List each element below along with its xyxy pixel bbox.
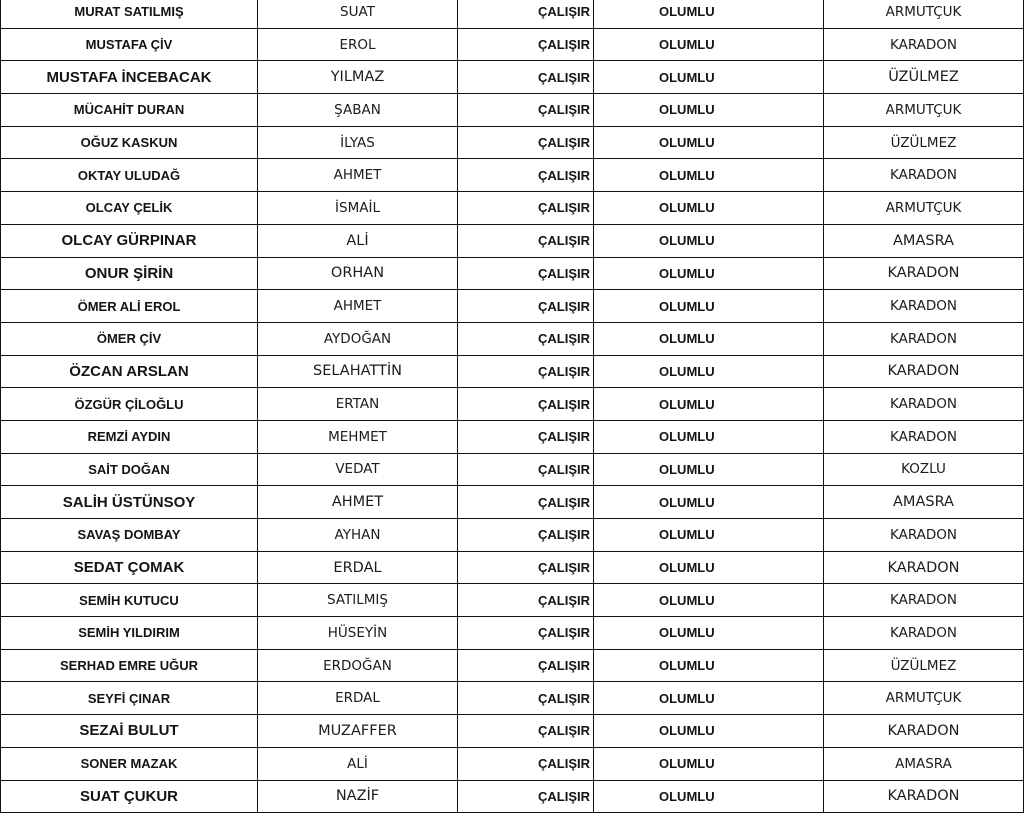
father-name-cell: AHMET — [258, 486, 458, 519]
status-cell: ÇALIŞIR — [458, 388, 594, 421]
result-cell: OLUMLU — [594, 388, 824, 421]
status-cell: ÇALIŞIR — [458, 0, 594, 28]
result-cell: OLUMLU — [594, 0, 824, 28]
father-name-cell: SATILMIŞ — [258, 584, 458, 617]
table-row — [1, 486, 1024, 519]
location-cell: KARADON — [824, 28, 1024, 61]
father-name-cell: SUAT — [258, 0, 458, 28]
table-row — [1, 649, 1024, 682]
father-name-cell: AHMET — [258, 290, 458, 323]
table-row — [1, 192, 1024, 225]
father-name-cell: İSMAİL — [258, 192, 458, 225]
location-cell: ARMUTÇUK — [824, 192, 1024, 225]
result-cell: OLUMLU — [594, 28, 824, 61]
father-name-cell: MUZAFFER — [258, 715, 458, 748]
location-cell: KARADON — [824, 257, 1024, 290]
name-cell: MURAT SATILMIŞ — [1, 0, 258, 28]
status-cell: ÇALIŞIR — [458, 584, 594, 617]
table-body — [1, 0, 1024, 813]
result-cell: OLUMLU — [594, 61, 824, 94]
table-row — [1, 126, 1024, 159]
name-cell: OĞUZ KASKUN — [1, 126, 258, 159]
location-cell: ARMUTÇUK — [824, 0, 1024, 28]
table-row — [1, 322, 1024, 355]
location-cell: KARADON — [824, 780, 1024, 813]
result-cell: OLUMLU — [594, 551, 824, 584]
result-cell: OLUMLU — [594, 682, 824, 715]
status-cell: ÇALIŞIR — [458, 453, 594, 486]
result-cell: OLUMLU — [594, 715, 824, 748]
result-cell: OLUMLU — [594, 617, 824, 650]
result-cell: OLUMLU — [594, 486, 824, 519]
name-cell: ÖMER ÇİV — [1, 322, 258, 355]
location-cell: KARADON — [824, 159, 1024, 192]
result-cell: OLUMLU — [594, 747, 824, 780]
status-cell: ÇALIŞIR — [458, 94, 594, 127]
result-cell: OLUMLU — [594, 290, 824, 323]
name-cell: SEDAT ÇOMAK — [1, 551, 258, 584]
status-cell: ÇALIŞIR — [458, 519, 594, 552]
father-name-cell: ORHAN — [258, 257, 458, 290]
table-row — [1, 715, 1024, 748]
table-row — [1, 420, 1024, 453]
father-name-cell: ERTAN — [258, 388, 458, 421]
status-cell: ÇALIŞIR — [458, 715, 594, 748]
status-cell: ÇALIŞIR — [458, 551, 594, 584]
result-cell: OLUMLU — [594, 192, 824, 225]
father-name-cell: SELAHATTİN — [258, 355, 458, 388]
table-row — [1, 257, 1024, 290]
father-name-cell: AYHAN — [258, 519, 458, 552]
status-cell: ÇALIŞIR — [458, 224, 594, 257]
location-cell: KARADON — [824, 617, 1024, 650]
name-cell: SERHAD EMRE UĞUR — [1, 649, 258, 682]
father-name-cell: ŞABAN — [258, 94, 458, 127]
table-row — [1, 355, 1024, 388]
location-cell: ÜZÜLMEZ — [824, 126, 1024, 159]
name-cell: MÜCAHİT DURAN — [1, 94, 258, 127]
father-name-cell: NAZİF — [258, 780, 458, 813]
name-cell: SEYFİ ÇINAR — [1, 682, 258, 715]
father-name-cell: İLYAS — [258, 126, 458, 159]
name-cell: SAİT DOĞAN — [1, 453, 258, 486]
table-row — [1, 159, 1024, 192]
location-cell: AMASRA — [824, 486, 1024, 519]
name-cell: SONER MAZAK — [1, 747, 258, 780]
location-cell: KARADON — [824, 322, 1024, 355]
name-cell: SEZAİ BULUT — [1, 715, 258, 748]
name-cell: ÖMER ALİ EROL — [1, 290, 258, 323]
table-row — [1, 747, 1024, 780]
location-cell: AMASRA — [824, 224, 1024, 257]
table-row — [1, 682, 1024, 715]
location-cell: KARADON — [824, 715, 1024, 748]
father-name-cell: AHMET — [258, 159, 458, 192]
status-cell: ÇALIŞIR — [458, 617, 594, 650]
father-name-cell: EROL — [258, 28, 458, 61]
name-cell: OKTAY ULUDAĞ — [1, 159, 258, 192]
location-cell: ÜZÜLMEZ — [824, 61, 1024, 94]
result-cell: OLUMLU — [594, 224, 824, 257]
location-cell: KARADON — [824, 388, 1024, 421]
name-cell: REMZİ AYDIN — [1, 420, 258, 453]
result-cell: OLUMLU — [594, 159, 824, 192]
father-name-cell: ALİ — [258, 747, 458, 780]
status-cell: ÇALIŞIR — [458, 649, 594, 682]
status-cell: ÇALIŞIR — [458, 61, 594, 94]
result-cell: OLUMLU — [594, 257, 824, 290]
table-row — [1, 780, 1024, 813]
name-cell: OLCAY ÇELİK — [1, 192, 258, 225]
status-cell: ÇALIŞIR — [458, 420, 594, 453]
result-cell: OLUMLU — [594, 420, 824, 453]
table-row — [1, 388, 1024, 421]
table-row — [1, 0, 1024, 28]
table-row — [1, 519, 1024, 552]
table-row — [1, 28, 1024, 61]
table-row — [1, 453, 1024, 486]
result-cell: OLUMLU — [594, 584, 824, 617]
name-cell: SALİH ÜSTÜNSOY — [1, 486, 258, 519]
name-cell: ÖZCAN ARSLAN — [1, 355, 258, 388]
name-cell: OLCAY GÜRPINAR — [1, 224, 258, 257]
location-cell: KARADON — [824, 584, 1024, 617]
name-cell: SEMİH KUTUCU — [1, 584, 258, 617]
status-cell: ÇALIŞIR — [458, 322, 594, 355]
location-cell: KARADON — [824, 355, 1024, 388]
table-row — [1, 551, 1024, 584]
status-cell: ÇALIŞIR — [458, 28, 594, 61]
result-cell: OLUMLU — [594, 126, 824, 159]
table-row — [1, 224, 1024, 257]
name-cell: SEMİH YILDIRIM — [1, 617, 258, 650]
location-cell: ÜZÜLMEZ — [824, 649, 1024, 682]
table-row — [1, 584, 1024, 617]
name-cell: ÖZGÜR ÇİLOĞLU — [1, 388, 258, 421]
result-cell: OLUMLU — [594, 649, 824, 682]
table-row — [1, 290, 1024, 323]
table-row — [1, 61, 1024, 94]
father-name-cell: ERDAL — [258, 551, 458, 584]
table-row — [1, 94, 1024, 127]
location-cell: ARMUTÇUK — [824, 682, 1024, 715]
status-cell: ÇALIŞIR — [458, 355, 594, 388]
result-cell: OLUMLU — [594, 355, 824, 388]
result-cell: OLUMLU — [594, 453, 824, 486]
father-name-cell: ALİ — [258, 224, 458, 257]
name-cell: MUSTAFA İNCEBACAK — [1, 61, 258, 94]
location-cell: AMASRA — [824, 747, 1024, 780]
father-name-cell: VEDAT — [258, 453, 458, 486]
name-cell: SUAT ÇUKUR — [1, 780, 258, 813]
location-cell: KARADON — [824, 519, 1024, 552]
status-cell: ÇALIŞIR — [458, 159, 594, 192]
status-cell: ÇALIŞIR — [458, 486, 594, 519]
location-cell: KARADON — [824, 551, 1024, 584]
status-cell: ÇALIŞIR — [458, 682, 594, 715]
location-cell: KARADON — [824, 420, 1024, 453]
status-cell: ÇALIŞIR — [458, 747, 594, 780]
father-name-cell: ERDAL — [258, 682, 458, 715]
name-cell: MUSTAFA ÇİV — [1, 28, 258, 61]
father-name-cell: ERDOĞAN — [258, 649, 458, 682]
name-cell: ONUR ŞİRİN — [1, 257, 258, 290]
status-cell: ÇALIŞIR — [458, 257, 594, 290]
status-cell: ÇALIŞIR — [458, 126, 594, 159]
result-cell: OLUMLU — [594, 94, 824, 127]
status-cell: ÇALIŞIR — [458, 780, 594, 813]
result-cell: OLUMLU — [594, 780, 824, 813]
father-name-cell: YILMAZ — [258, 61, 458, 94]
result-cell: OLUMLU — [594, 519, 824, 552]
result-cell: OLUMLU — [594, 322, 824, 355]
name-cell: SAVAŞ DOMBAY — [1, 519, 258, 552]
location-cell: KOZLU — [824, 453, 1024, 486]
father-name-cell: HÜSEYİN — [258, 617, 458, 650]
table-row — [1, 617, 1024, 650]
location-cell: ARMUTÇUK — [824, 94, 1024, 127]
status-cell: ÇALIŞIR — [458, 192, 594, 225]
location-cell: KARADON — [824, 290, 1024, 323]
father-name-cell: AYDOĞAN — [258, 322, 458, 355]
status-cell: ÇALIŞIR — [458, 290, 594, 323]
father-name-cell: MEHMET — [258, 420, 458, 453]
